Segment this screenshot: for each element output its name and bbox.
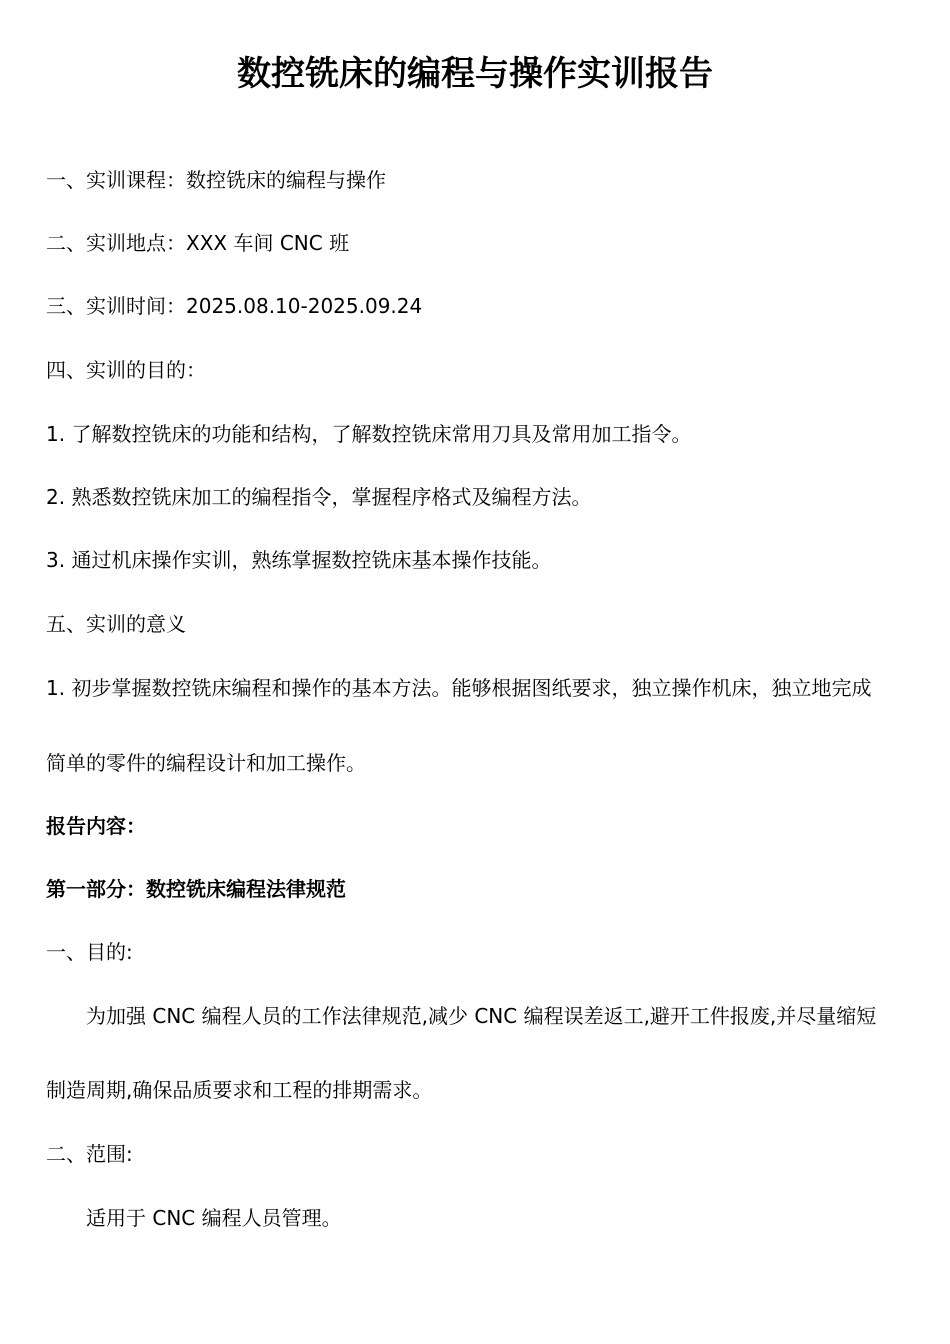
text-purpose-1: 1. 了解数控铣床的功能和结构，了解数控铣床常用刀具及常用加工指令。 [46, 422, 692, 446]
text-significance-1-cont: 简单的零件的编程设计和加工操作。 [46, 751, 366, 775]
text-course: 一、实训课程：数控铣床的编程与操作 [46, 168, 386, 192]
document-title: 数控铣床的编程与操作实训报告 [237, 54, 713, 94]
text-time: 三、实训时间：2025.08.10-2025.09.24 [46, 294, 423, 318]
text-significance-heading: 五、实训的意义 [46, 612, 186, 636]
text-location: 二、实训地点：XXX 车间 CNC 班 [46, 231, 350, 255]
text-significance-1: 1. 初步掌握数控铣床编程和操作的基本方法。能够根据图纸要求，独立操作机床，独立地完成 [46, 676, 872, 700]
text-report-content-heading: 报告内容： [46, 814, 146, 838]
text-scope-heading: 二、范围: [46, 1142, 133, 1166]
text-aim-heading: 一、目的: [46, 940, 133, 964]
text-aim-paragraph-cont: 制造周期,确保品质要求和工程的排期需求。 [46, 1078, 433, 1102]
text-purpose-heading: 四、实训的目的： [46, 358, 206, 382]
text-part-one-heading: 第一部分：数控铣床编程法律规范 [46, 877, 346, 901]
text-purpose-3: 3. 通过机床操作实训，熟练掌握数控铣床基本操作技能。 [46, 548, 552, 572]
text-scope-paragraph: 适用于 CNC 编程人员管理。 [86, 1206, 342, 1230]
text-purpose-2: 2. 熟悉数控铣床加工的编程指令，掌握程序格式及编程方法。 [46, 485, 592, 509]
text-aim-paragraph: 为加强 CNC 编程人员的工作法律规范,减少 CNC 编程误差返工,避开工件报废,并尽量缩短 [86, 1004, 877, 1028]
